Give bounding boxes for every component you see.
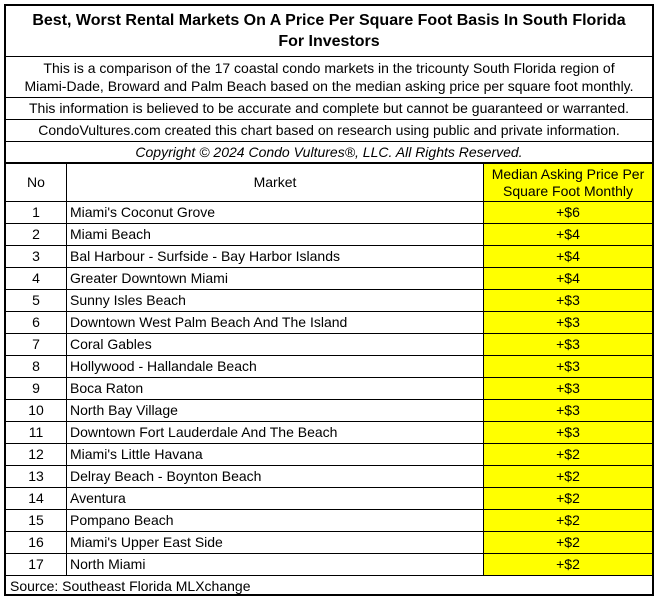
row-number: 5 bbox=[6, 290, 67, 312]
table-row bbox=[6, 510, 652, 532]
row-market: North Bay Village bbox=[67, 400, 484, 422]
document-title bbox=[6, 6, 652, 57]
row-number: 4 bbox=[6, 268, 67, 290]
row-market: Pompano Beach bbox=[67, 510, 484, 532]
title-line-1: Best, Worst Rental Markets On A Price Per Square Foot Basis In South Florida bbox=[32, 12, 626, 29]
table-row bbox=[6, 224, 652, 246]
header-price bbox=[484, 164, 653, 202]
table-row bbox=[6, 422, 652, 444]
row-market: Miami's Coconut Grove bbox=[67, 202, 484, 224]
row-number: 10 bbox=[6, 400, 67, 422]
row-market: Downtown Fort Lauderdale And The Beach bbox=[67, 422, 484, 444]
table-row bbox=[6, 334, 652, 356]
row-price: +$4 bbox=[484, 246, 653, 268]
table-row bbox=[6, 290, 652, 312]
row-price: +$2 bbox=[484, 510, 653, 532]
description-line-1: This is a comparison of the 17 coastal condo markets in the tricounty South Florida region of bbox=[43, 60, 615, 76]
table-row bbox=[6, 466, 652, 488]
row-price: +$3 bbox=[484, 356, 653, 378]
row-price: +$2 bbox=[484, 532, 653, 554]
row-number: 17 bbox=[6, 554, 67, 576]
row-number: 1 bbox=[6, 202, 67, 224]
row-market: Aventura bbox=[67, 488, 484, 510]
document-frame bbox=[4, 4, 654, 596]
row-market: Hollywood - Hallandale Beach bbox=[67, 356, 484, 378]
row-price: +$3 bbox=[484, 334, 653, 356]
row-price: +$2 bbox=[484, 488, 653, 510]
row-price: +$3 bbox=[484, 422, 653, 444]
source-note: Source: Southeast Florida MLXchange bbox=[10, 578, 251, 594]
row-price: +$3 bbox=[484, 290, 653, 312]
table-row bbox=[6, 488, 652, 510]
row-price: +$2 bbox=[484, 554, 653, 576]
row-market: Coral Gables bbox=[67, 334, 484, 356]
row-number: 7 bbox=[6, 334, 67, 356]
row-market: Miami's Little Havana bbox=[67, 444, 484, 466]
title-line-2: For Investors bbox=[278, 33, 380, 50]
row-market: Miami's Upper East Side bbox=[67, 532, 484, 554]
row-market: Delray Beach - Boynton Beach bbox=[67, 466, 484, 488]
row-number: 2 bbox=[6, 224, 67, 246]
row-number: 15 bbox=[6, 510, 67, 532]
row-market: Greater Downtown Miami bbox=[67, 268, 484, 290]
table-row bbox=[6, 312, 652, 334]
row-price: +$2 bbox=[484, 466, 653, 488]
row-price: +$6 bbox=[484, 202, 653, 224]
row-market: Miami Beach bbox=[67, 224, 484, 246]
row-number: 16 bbox=[6, 532, 67, 554]
header-price-line-1: Median Asking Price Per bbox=[491, 165, 645, 182]
row-market: Boca Raton bbox=[67, 378, 484, 400]
table-row bbox=[6, 400, 652, 422]
table-row bbox=[6, 246, 652, 268]
row-number: 6 bbox=[6, 312, 67, 334]
row-number: 14 bbox=[6, 488, 67, 510]
table-row bbox=[6, 268, 652, 290]
description-line-2: Miami-Dade, Broward and Palm Beach based on the median asking price per square foot monthly. bbox=[24, 78, 634, 94]
copyright: Copyright © 2024 Condo Vultures®, LLC. All Rights Reserved. bbox=[6, 142, 652, 163]
row-price: +$3 bbox=[484, 312, 653, 334]
header-no: No bbox=[6, 164, 67, 202]
table-row bbox=[6, 356, 652, 378]
row-market: Sunny Isles Beach bbox=[67, 290, 484, 312]
row-number: 13 bbox=[6, 466, 67, 488]
table-row bbox=[6, 444, 652, 466]
table-row bbox=[6, 532, 652, 554]
table-row bbox=[6, 554, 652, 576]
row-price: +$4 bbox=[484, 268, 653, 290]
row-market: North Miami bbox=[67, 554, 484, 576]
row-price: +$3 bbox=[484, 378, 653, 400]
row-number: 8 bbox=[6, 356, 67, 378]
row-price: +$4 bbox=[484, 224, 653, 246]
header-price-line-2: Square Foot Monthly bbox=[503, 182, 633, 199]
table-row bbox=[6, 202, 652, 224]
row-market: Bal Harbour - Surfside - Bay Harbor Islands bbox=[67, 246, 484, 268]
row-price: +$2 bbox=[484, 444, 653, 466]
row-number: 9 bbox=[6, 378, 67, 400]
table-row bbox=[6, 378, 652, 400]
disclaimer: This information is believed to be accurate and complete but cannot be guaranteed or warranted. bbox=[6, 98, 652, 120]
markets-table bbox=[6, 163, 652, 576]
row-number: 3 bbox=[6, 246, 67, 268]
header-market: Market bbox=[67, 164, 484, 202]
row-number: 11 bbox=[6, 422, 67, 444]
description bbox=[6, 57, 652, 98]
row-number: 12 bbox=[6, 444, 67, 466]
row-market: Downtown West Palm Beach And The Island bbox=[67, 312, 484, 334]
row-price: +$3 bbox=[484, 400, 653, 422]
credit-note: CondoVultures.com created this chart based on research using public and private information. bbox=[6, 120, 652, 142]
table-header-row bbox=[6, 164, 652, 202]
